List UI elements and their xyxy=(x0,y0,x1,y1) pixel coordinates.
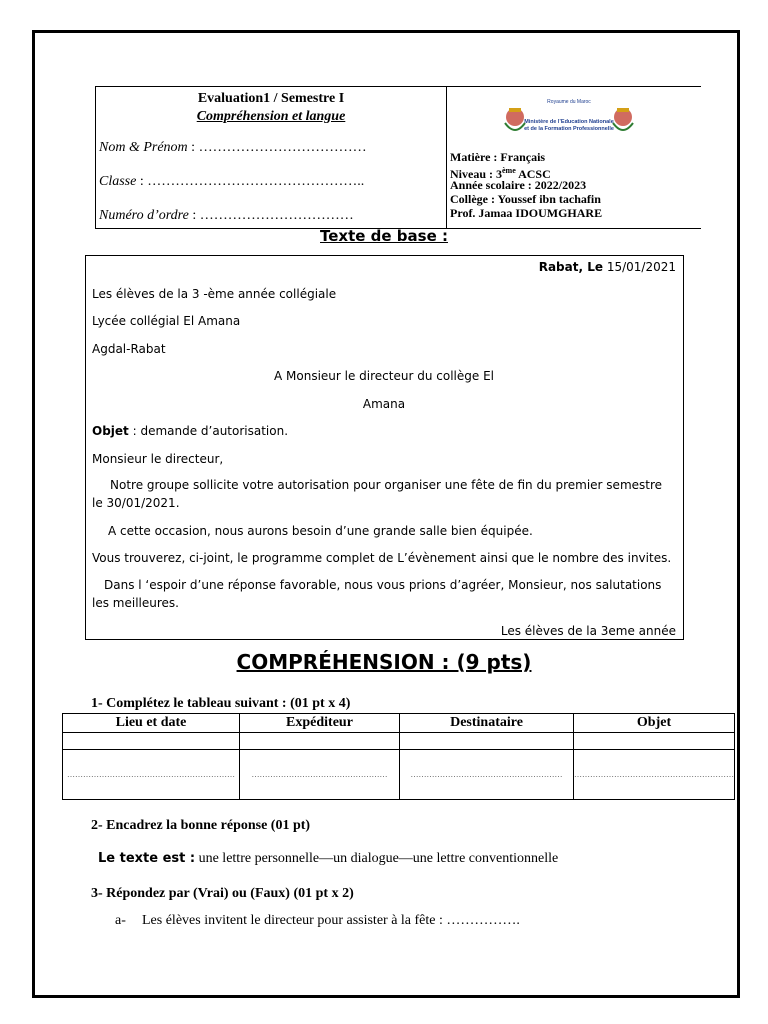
order-dots: …………………………… xyxy=(199,208,354,223)
answer-table xyxy=(62,713,735,800)
question-3: 3- Répondez par (Vrai) ou (Faux) (01 pt x 2) xyxy=(91,886,354,901)
question-3-item-a[interactable] xyxy=(115,913,520,929)
letter-paragraph-2: A cette occasion, nous aurons besoin d’une grande salle bien équipée. xyxy=(108,524,533,538)
letter-paragraph-1: Notre groupe sollicite votre autorisation pour organiser une fête de fin du premier semestre le 30/01/2021. xyxy=(92,478,663,510)
question-2-options[interactable] xyxy=(98,851,558,867)
ministry-logo xyxy=(499,93,639,147)
subject-title: Compréhension et langue xyxy=(196,109,346,124)
letter-recipient-line-2: Amana xyxy=(362,397,406,411)
letter-paragraph-4: Dans l ‘espoir d’une réponse favorable, nous vous prions d’agréer, Monsieur, nos salutations les meilleures. xyxy=(92,578,662,610)
order-number-field[interactable]: Numéro d’ordre : …………………………… xyxy=(99,208,354,223)
class-dots: ……………………………………….. xyxy=(147,174,365,189)
svg-text:Royaume du Maroc: Royaume du Maroc xyxy=(547,99,591,105)
letter-signature: Les élèves de la 3eme année xyxy=(500,624,676,638)
question-2: 2- Encadrez la bonne réponse (01 pt) xyxy=(91,818,311,833)
letter-sender-line-2: Lycée collégial El Amana xyxy=(92,314,241,328)
letter-date: Rabat, Le 15/01/2021 xyxy=(538,260,676,274)
table-cell[interactable] xyxy=(400,733,574,750)
subject-info: Matière : Français xyxy=(450,150,546,164)
class-label: Classe xyxy=(99,174,137,189)
exam-header xyxy=(95,86,701,229)
teacher-info: Prof. Jamaa IDOUMGHARE xyxy=(450,206,603,220)
letter-sender-line-3: Agdal-Rabat xyxy=(92,342,166,356)
class-field[interactable]: Classe : ……………………………………….. xyxy=(99,174,365,189)
item-a-letter: a- xyxy=(115,913,126,928)
svg-text:et de la Formation Professionn: et de la Formation Professionnelle xyxy=(524,126,614,132)
college-info: Collège : Youssef ibn tachafin xyxy=(450,192,601,206)
answer-sender[interactable]: …………………………………………… xyxy=(240,750,400,800)
name-label: Nom & Prénom xyxy=(99,140,188,155)
item-a-text: Les élèves invitent le directeur pour assister à la fête : ……………. xyxy=(142,913,520,928)
question-1: 1- Complétez le tableau suivant : (01 pt x 4) xyxy=(91,696,351,711)
table-header-row xyxy=(63,714,735,733)
header-place-date: Lieu et date xyxy=(63,714,240,733)
name-field[interactable]: Nom & Prénom : ……………………………… xyxy=(99,140,367,155)
comprehension-title: COMPRÉHENSION : (9 pts) xyxy=(236,650,532,674)
letter-text-box xyxy=(85,255,684,640)
answer-place-date[interactable]: ……………………………………………………… xyxy=(63,750,240,800)
letter-paragraph-3: Vous trouverez, ci-joint, le programme complet de L’évènement ainsi que le nombre des invites. xyxy=(92,551,672,565)
header-sender: Expéditeur xyxy=(240,714,400,733)
header-object: Objet xyxy=(574,714,735,733)
letter-recipient-line-1: A Monsieur le directeur du collège El xyxy=(274,369,494,383)
table-cell[interactable] xyxy=(574,733,735,750)
question-2-choices: une lettre personnelle—un dialogue—une lettre conventionnelle xyxy=(195,851,559,866)
svg-text:Ministère de l’Education Natio: Ministère de l’Education Nationale xyxy=(524,119,614,125)
header-recipient: Destinataire xyxy=(400,714,574,733)
letter-sender-line-1: Les élèves de la 3 -ème année collégiale xyxy=(92,287,337,301)
table-cell[interactable] xyxy=(240,733,400,750)
answer-recipient[interactable]: ………………………………………………… xyxy=(400,750,574,800)
table-row xyxy=(63,750,735,800)
school-year-info: Année scolaire : 2022/2023 xyxy=(450,178,587,192)
letter-salutation: Monsieur le directeur, xyxy=(92,452,224,466)
header-right xyxy=(447,87,701,228)
letter-object: Objet : demande d’autorisation. xyxy=(92,424,289,438)
header-left xyxy=(96,87,446,228)
table-row xyxy=(63,733,735,750)
question-2-label: Le texte est : xyxy=(98,851,196,866)
base-text-title: Texte de base : xyxy=(320,227,448,245)
eval-title: Evaluation1 / Semestre I xyxy=(197,91,345,106)
level-info: Niveau : 3ème ACSC xyxy=(450,166,551,181)
table-cell[interactable] xyxy=(63,733,240,750)
name-dots: ……………………………… xyxy=(198,140,367,155)
order-label: Numéro d’ordre xyxy=(99,208,189,223)
answer-object[interactable]: …………………………………………………… xyxy=(574,750,735,800)
